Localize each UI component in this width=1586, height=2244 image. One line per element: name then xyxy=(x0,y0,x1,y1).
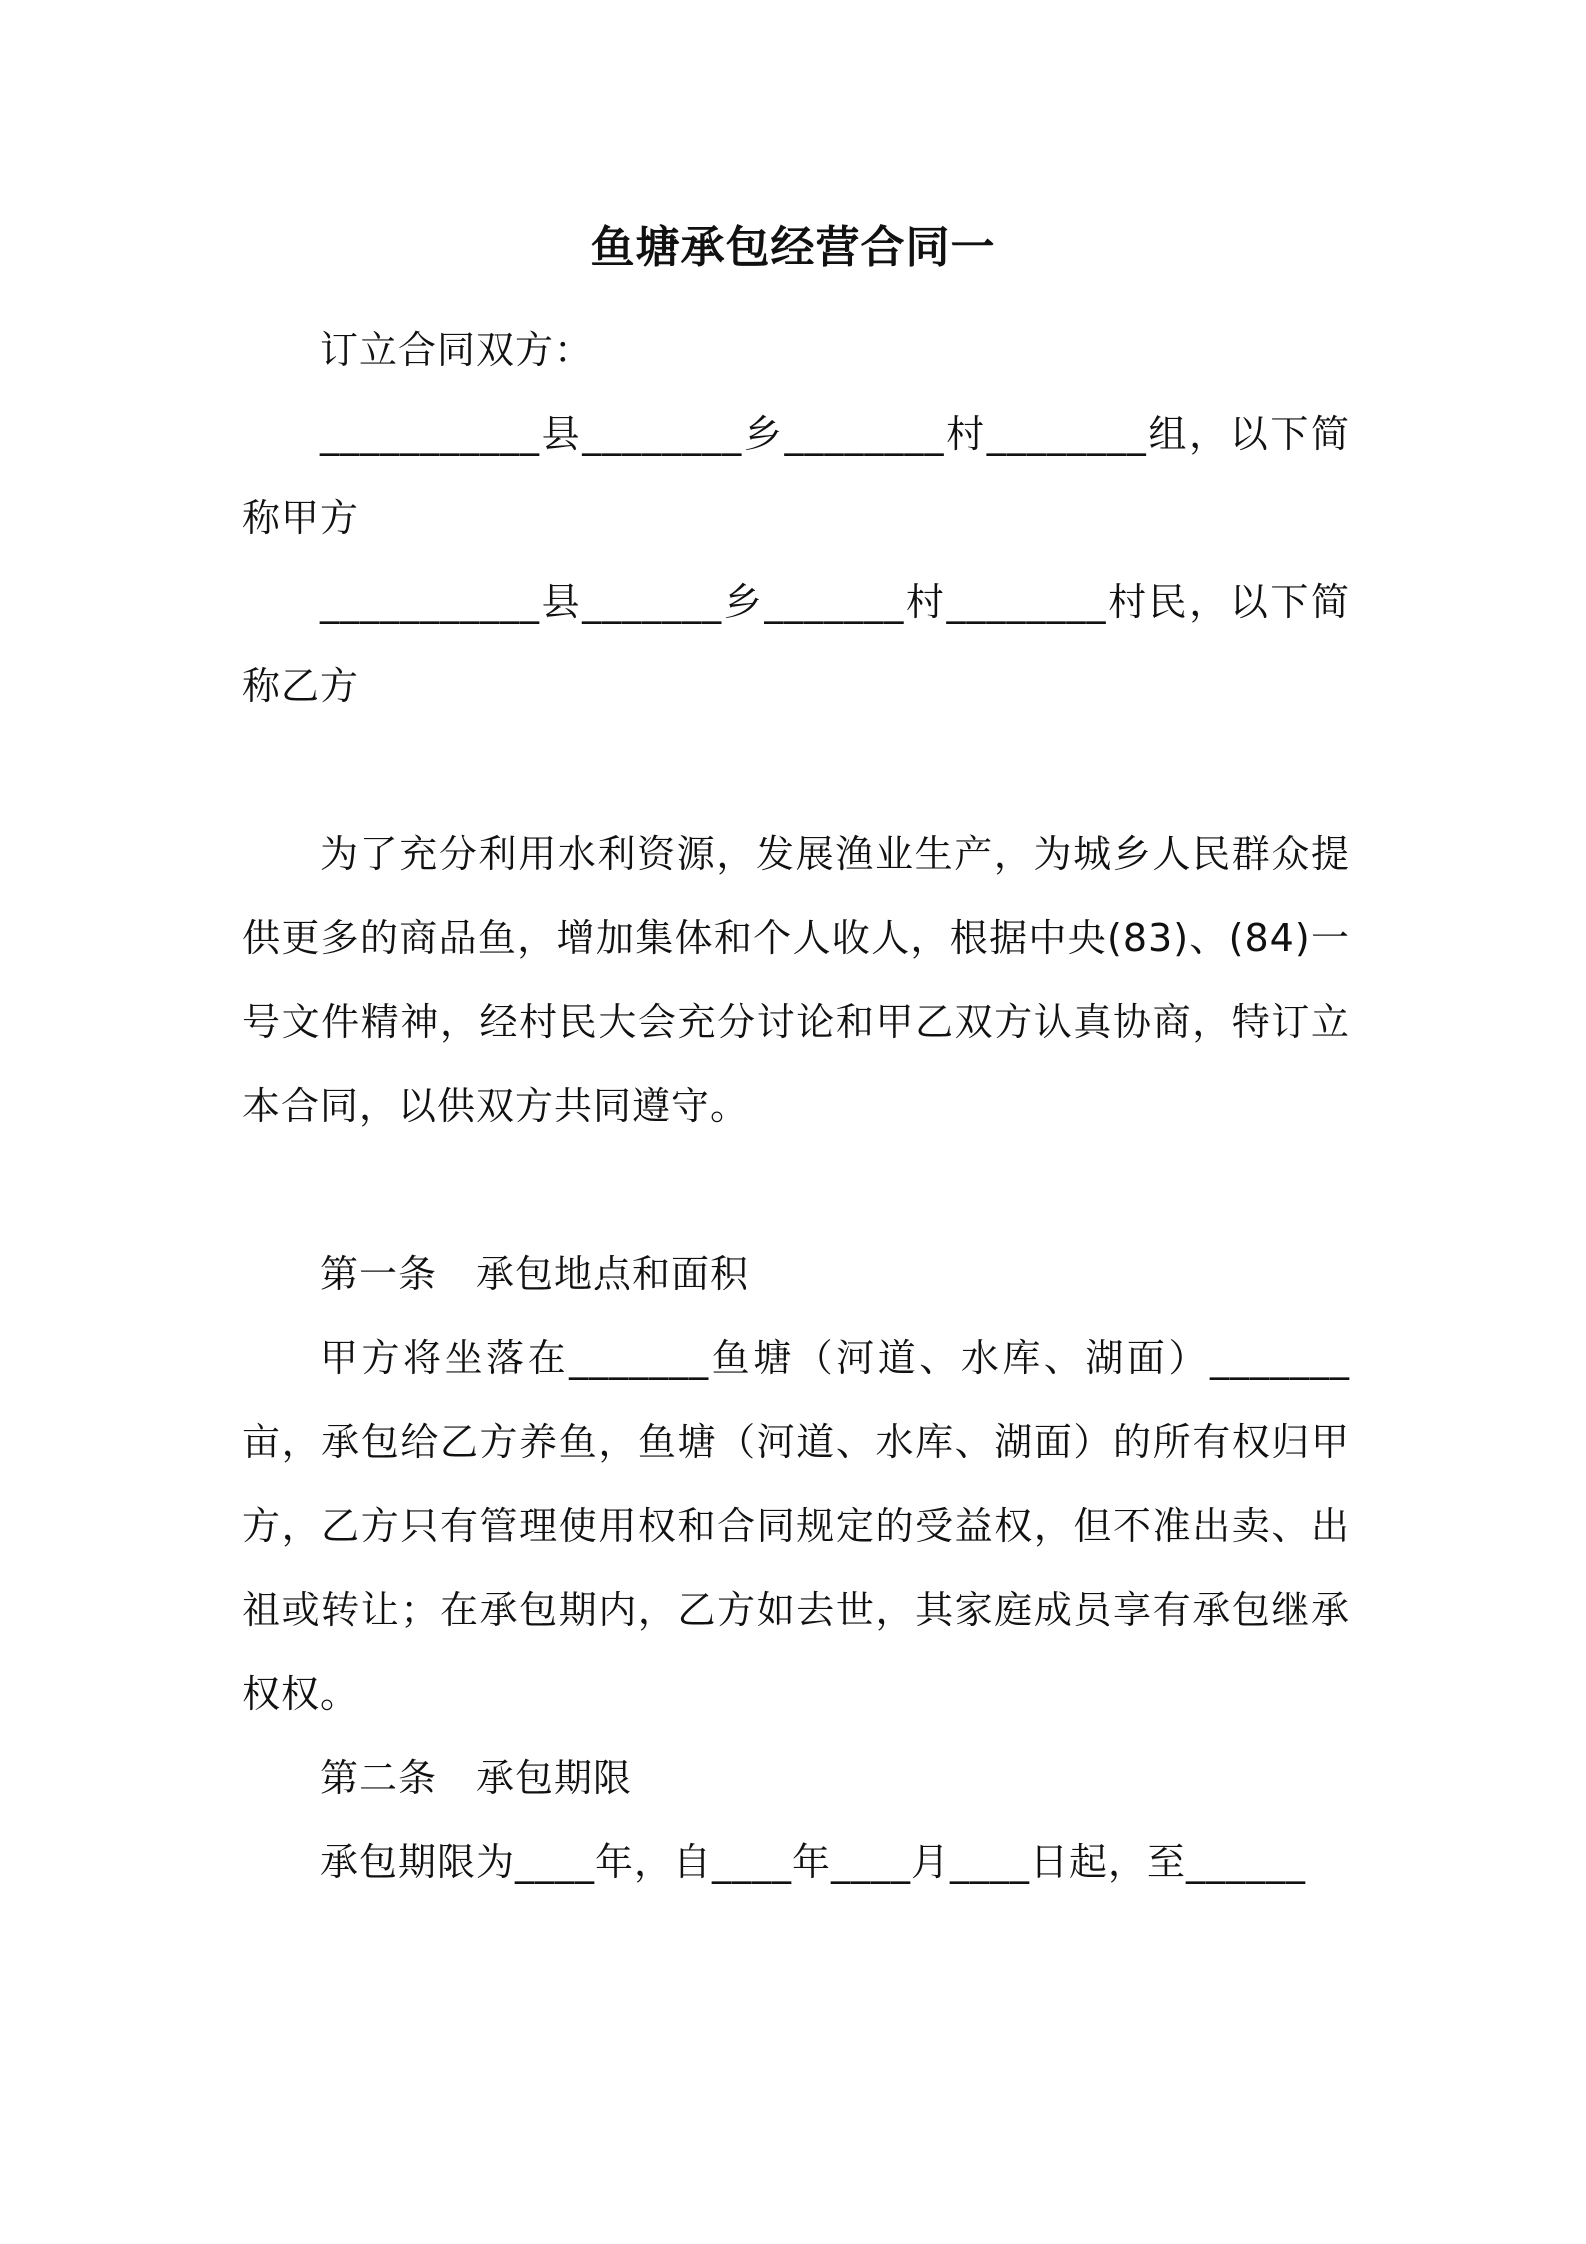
article-2-body: 承包期限为____年，自____年____月____日起，至______ xyxy=(320,1840,1307,1884)
party-a-line: ___________县________乡________村________组，以下简称甲方 xyxy=(242,412,1350,540)
spacer xyxy=(242,1148,1350,1232)
party-b-line: ___________县_______乡_______村________村民，以下简称乙方 xyxy=(242,580,1350,708)
article-2-heading: 第二条 承包期限 xyxy=(320,1756,633,1800)
spacer xyxy=(242,728,1350,812)
document-body xyxy=(242,308,1350,1904)
article-1-body: 甲方将坐落在_______鱼塘（河道、水库、湖面）_______亩，承包给乙方养鱼，鱼塘（河道、水库、湖面）的所有权归甲方，乙方只有管理使用权和合同规定的受益权，但不准出卖、出祖或转让；在承包期内，乙方如去世，其家庭成员享有承包继承权权。 xyxy=(242,1336,1350,1716)
parties-heading: 订立合同双方： xyxy=(320,328,594,372)
preamble-paragraph: 为了充分利用水利资源，发展渔业生产，为城乡人民群众提供更多的商品鱼，增加集体和个人收人，根据中央(83)、(84)一号文件精神，经村民大会充分讨论和甲乙双方认真协商，特订立本合同，以供双方共同遵守。 xyxy=(242,832,1350,1128)
document-title: 鱼塘承包经营合同一 xyxy=(590,222,996,273)
article-1-heading: 第一条 承包地点和面积 xyxy=(320,1252,750,1296)
